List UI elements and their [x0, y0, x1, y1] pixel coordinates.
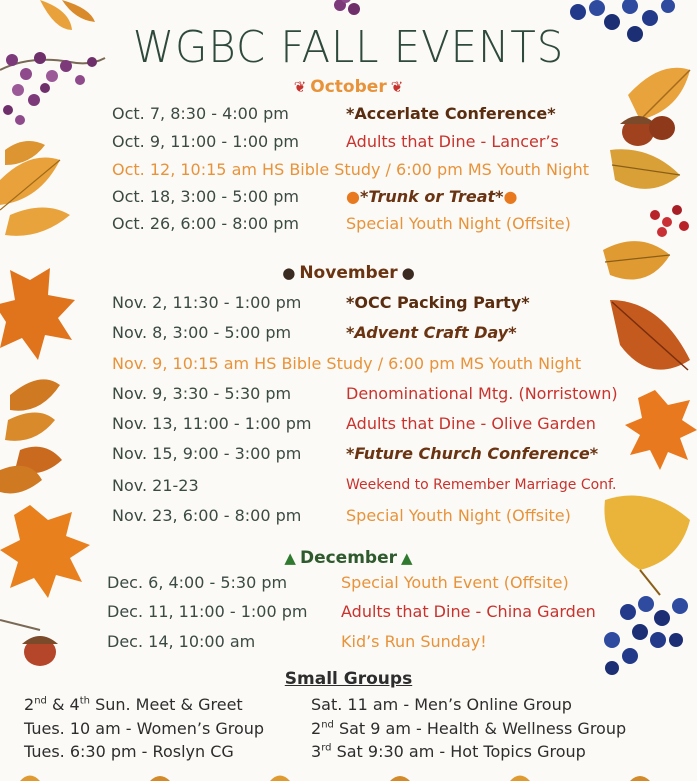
acorn-icon: [620, 116, 675, 146]
maple-leaf-icon: [625, 390, 697, 470]
event-name: *OCC Packing Party*: [346, 293, 530, 312]
event-name: Adults that Dine - Lancer’s: [346, 132, 559, 151]
event-date: Nov. 8, 3:00 - 5:00 pm: [112, 323, 292, 342]
event-name-wrap: [346, 187, 518, 206]
acorn-icon: [0, 620, 58, 666]
small-group-item: [24, 695, 243, 714]
red-berries-icon: [650, 205, 689, 237]
group-text: Sun. Meet & Greet: [89, 695, 243, 714]
event-name: Special Youth Event (Offsite): [341, 573, 569, 592]
blueberries-icon: [604, 596, 688, 675]
event-date: Dec. 6, 4:00 - 5:30 pm: [107, 573, 288, 592]
connector-text: &: [46, 695, 70, 714]
month-label: December: [299, 548, 398, 568]
flyer-title: WGBC FALL EVENTS: [132, 22, 565, 73]
event-date: Nov. 15, 9:00 - 3:00 pm: [112, 444, 302, 463]
leaf-icon: [20, 776, 650, 781]
event-date: Nov. 21-23: [112, 476, 199, 495]
month-header-october: [0, 77, 697, 97]
event-name: Denominational Mtg. (Norristown): [346, 384, 618, 403]
maple-leaf-icon: ❦: [390, 78, 404, 96]
event-date: Oct. 7, 8:30 - 4:00 pm: [112, 104, 289, 123]
turkey-icon: ●: [401, 264, 415, 282]
event-date: Nov. 2, 11:30 - 1:00 pm: [112, 293, 302, 312]
pumpkin-icon: ●: [346, 187, 360, 206]
ordinal-suffix: rd: [321, 742, 332, 754]
event-name: *Advent Craft Day*: [346, 323, 517, 342]
small-groups-title: Small Groups: [284, 669, 413, 689]
event-date: Oct. 18, 3:00 - 5:00 pm: [112, 187, 299, 206]
event-date: Oct. 26, 6:00 - 8:00 pm: [112, 214, 299, 233]
ordinal-number: 3: [311, 742, 322, 761]
event-name: Kid’s Run Sunday!: [341, 632, 487, 651]
ordinal-suffix: nd: [34, 695, 47, 707]
christmas-tree-icon: ▲: [284, 549, 296, 567]
event-row-full: Oct. 12, 10:15 am HS Bible Study / 6:00 pm MS Youth Night: [112, 160, 589, 179]
event-date: Nov. 13, 11:00 - 1:00 pm: [112, 414, 312, 433]
ordinal-number: 2: [311, 719, 322, 738]
ordinal-number: 2: [24, 695, 35, 714]
pumpkin-icon: ●: [503, 187, 518, 206]
small-group-item: [311, 719, 626, 738]
small-group-item: Tues. 10 am - Women’s Group: [24, 719, 265, 738]
event-name: Special Youth Night (Offsite): [346, 214, 571, 233]
maple-leaf-icon: ❦: [293, 78, 307, 96]
ordinal-suffix: nd: [321, 719, 334, 731]
event-name: Adults that Dine - Olive Garden: [346, 414, 596, 433]
event-date: Oct. 9, 11:00 - 1:00 pm: [112, 132, 299, 151]
ordinal-suffix: th: [79, 695, 90, 707]
event-name: Adults that Dine - China Garden: [341, 602, 596, 621]
ginkgo-leaf-icon: [604, 496, 690, 596]
event-name: Weekend to Remember Marriage Conf.: [346, 477, 617, 493]
leaf-icon: [0, 379, 62, 493]
ordinal-number: 4: [69, 695, 80, 714]
turkey-icon: ●: [282, 264, 296, 282]
small-group-item: Sat. 11 am - Men’s Online Group: [311, 695, 572, 714]
month-header-december: [0, 548, 697, 568]
event-name: *Accerlate Conference*: [346, 104, 556, 123]
event-date: Dec. 14, 10:00 am: [107, 632, 256, 651]
leaf-icon: [0, 141, 70, 236]
month-label: November: [299, 263, 398, 283]
event-date: Nov. 9, 3:30 - 5:30 pm: [112, 384, 292, 403]
leaf-icon: [610, 149, 680, 189]
berries-icon: [334, 0, 360, 15]
event-name: *Trunk or Treat*: [359, 187, 504, 206]
month-header-november: [0, 263, 697, 283]
small-group-item: Tues. 6:30 pm - Roslyn CG: [24, 742, 234, 761]
event-date: Nov. 23, 6:00 - 8:00 pm: [112, 506, 302, 525]
group-text: Sat 9 am - Health & Wellness Group: [333, 719, 627, 738]
group-text: Sat 9:30 am - Hot Topics Group: [331, 742, 586, 761]
small-group-item: [311, 742, 586, 761]
event-date: Dec. 11, 11:00 - 1:00 pm: [107, 602, 308, 621]
month-label: October: [310, 77, 387, 97]
christmas-tree-icon: ▲: [401, 549, 413, 567]
event-name: *Future Church Conference*: [346, 444, 599, 463]
event-row-full: Nov. 9, 10:15 am HS Bible Study / 6:00 pm MS Youth Night: [112, 354, 582, 373]
leaf-icon: [610, 300, 690, 370]
event-name: Special Youth Night (Offsite): [346, 506, 571, 525]
